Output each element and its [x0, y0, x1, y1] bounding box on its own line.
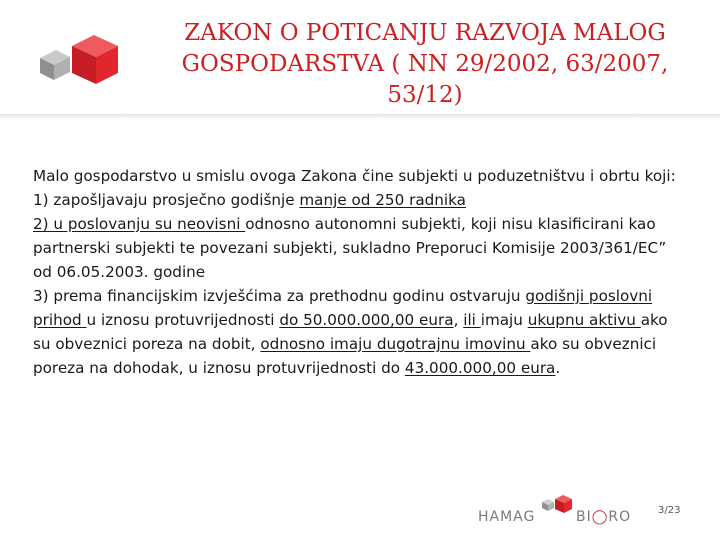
page-total: /23 — [664, 505, 681, 516]
brand-right-start: BI — [576, 509, 592, 525]
criterion-3-text-5: ako su obveznici poreza na dobit, — [33, 311, 668, 353]
slide-body — [33, 164, 688, 380]
brand-right-end: RO — [608, 509, 632, 525]
header-divider — [0, 114, 720, 118]
brand-right-text — [576, 509, 631, 525]
intro-paragraph: Malo gospodarstvo u smislu ovoga Zakona čine subjekti u poduzetništvu i obrtu koji: — [33, 167, 676, 185]
criterion-3-text-7: . — [555, 359, 561, 377]
criterion-2-highlight: 2) u poslovanju su neovisni — [33, 215, 246, 233]
small-cube-logo-icon — [540, 492, 574, 518]
brand-o-icon: ◯ — [591, 509, 609, 525]
cube-logo-icon — [28, 28, 128, 98]
criterion-3-highlight-assets: ukupnu aktivu — [527, 311, 641, 329]
criterion-3-text-1: 3) prema financijskim izvješćima za prethodnu godinu ostvaruju — [33, 287, 526, 305]
criterion-3-highlight-revenue-limit: do 50.000.000,00 eura — [279, 311, 454, 329]
criterion-3-text-6: ako su obveznici poreza na dohodak, u iznosu protuvrijednosti do — [33, 335, 657, 377]
criterion-3 — [33, 284, 688, 380]
slide-title: ZAKON O POTICANJU RAZVOJA MALOG GOSPODARSTVA ( NN 29/2002, 63/2007, 53/12) — [181, 20, 669, 108]
criterion-3-highlight-fixed-assets: odnosno imaju dugotrajnu imovinu — [260, 335, 531, 353]
criterion-2-text: odnosno autonomni subjekti, koji nisu klasificirani kao partnerski subjekti te povezani subjekti, sukladno Preporuci Komisije 2003/361/EC” od 06.05.2003. godine — [33, 215, 667, 281]
criterion-1-text: 1) zapošljavaju prosječno godišnje — [33, 191, 300, 209]
page-number — [658, 505, 680, 516]
criterion-1-highlight: manje od 250 radnika — [299, 191, 466, 209]
criterion-3-text-3: , — [453, 311, 464, 329]
hamag-bicro-logo — [478, 492, 638, 532]
slide-header — [0, 0, 720, 114]
criterion-3-highlight-or: ili — [463, 311, 481, 329]
criterion-1 — [33, 188, 688, 212]
criterion-3-highlight-revenue: godišnji poslovni prihod — [33, 287, 653, 329]
criterion-3-text-4: imaju — [480, 311, 528, 329]
criterion-2 — [33, 212, 688, 284]
criterion-3-highlight-assets-limit: 43.000.000,00 eura — [404, 359, 556, 377]
criterion-3-text-2: u iznosu protuvrijednosti — [86, 311, 280, 329]
brand-left-text: HAMAG — [478, 509, 536, 525]
page-current: 3 — [658, 505, 665, 516]
